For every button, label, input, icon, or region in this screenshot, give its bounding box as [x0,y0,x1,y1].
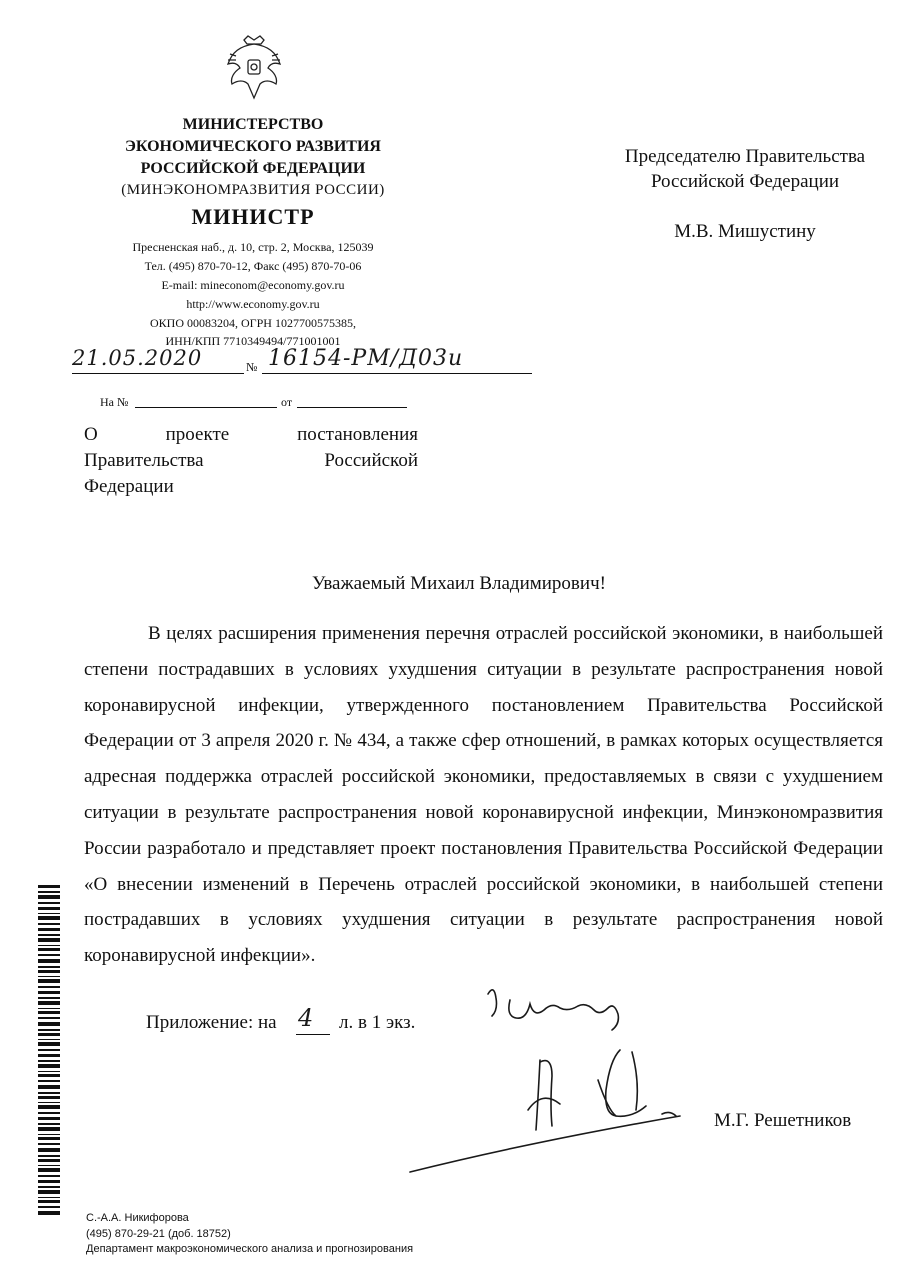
reference-label: На № [100,395,129,409]
email-line: E-mail: mineconom@economy.gov.ru [161,278,345,292]
address-line: Пресненская наб., д. 10, стр. 2, Москва, 125039 [132,240,374,254]
attachment-label: Приложение: на [146,1012,277,1033]
addressee-country: Российской Федерации [650,171,840,192]
website-line: http://www.economy.gov.ru [186,297,320,311]
barcode [38,885,60,1215]
letter-body: В целях расширения применения перечня отраслей российской экономики, в наибольшей степени пострадавших в условиях ухудшения ситуации в результате распространения новой коронавирусной инфекции, утвержденного постановлением Правительства Российской Федерации от 3 апреля 2020 г. № 434, а также сфер отношений, в рамках которых осуществляется адресная поддержка отраслей российской экономики, предоставляемых в связи с ухудшением ситуации в результате распространения новой коронавирусной инфекции, Минэкономразвития России разработало и представляет проект постановления Правительства Российской Федерации «О внесении изменений в Перечень отраслей российской экономики, в наибольшей степени пострадавших в условиях ухудшения ситуации в результате распространения новой коронавирусной инфекции». [84,623,883,967]
registration-date: 21.05.2020 [72,346,203,370]
subject-word: постановления [297,424,418,445]
ministry-abbreviation: (МИНЭКОНОМРАЗВИТИЯ РОССИИ) [121,182,385,198]
attachment-underline [296,1034,330,1035]
phone-line: Тел. (495) 870-70-12, Факс (495) 870-70-06 [144,259,362,273]
executor-name: С.-А.А. Никифорова [86,1212,189,1224]
subject-word: Правительства [84,450,204,471]
subject-word: О [84,424,98,445]
ministry-name-line1: МИНИСТЕРСТВО [182,116,324,133]
subject-word: Федерации [84,476,174,497]
inn-line: ИНН/КПП 7710349494/771001001 [165,334,341,348]
executor-phone: (495) 870-29-21 (доб. 18752) [86,1228,231,1240]
registration-number: 16154-РМ/Д03и [268,346,464,371]
ministry-name-line2: ЭКОНОМИЧЕСКОГО РАЗВИТИЯ [125,138,381,155]
letter-subject [84,422,418,500]
salutation: Уважаемый Михаил Владимирович! [312,573,606,594]
handwritten-signature [370,980,690,1180]
addressee-position: Председателю Правительства [624,146,866,167]
okpo-line: ОКПО 00083204, ОГРН 1027700575385, [150,316,356,330]
executor-department: Департамент макроэкономического анализа и прогнозирования [86,1243,414,1255]
attachment-rest: л. в 1 экз. [339,1012,416,1033]
subject-word: Российской [324,450,418,471]
from-label: от [281,395,293,409]
reference-blank [135,407,277,408]
from-blank [297,407,407,408]
addressee-name: М.В. Мишустину [674,221,816,242]
number-label: № [246,360,258,374]
number-underline [262,373,532,374]
letterhead-title: МИНИСТР [191,204,315,229]
attachment-pages: 4 [298,1004,314,1032]
date-underline [72,373,244,374]
coat-of-arms-emblem [222,34,286,100]
subject-word: проекте [165,424,230,445]
ministry-name-line3: РОССИЙСКОЙ ФЕДЕРАЦИИ [140,160,366,177]
signer-name: М.Г. Решетников [714,1110,852,1131]
